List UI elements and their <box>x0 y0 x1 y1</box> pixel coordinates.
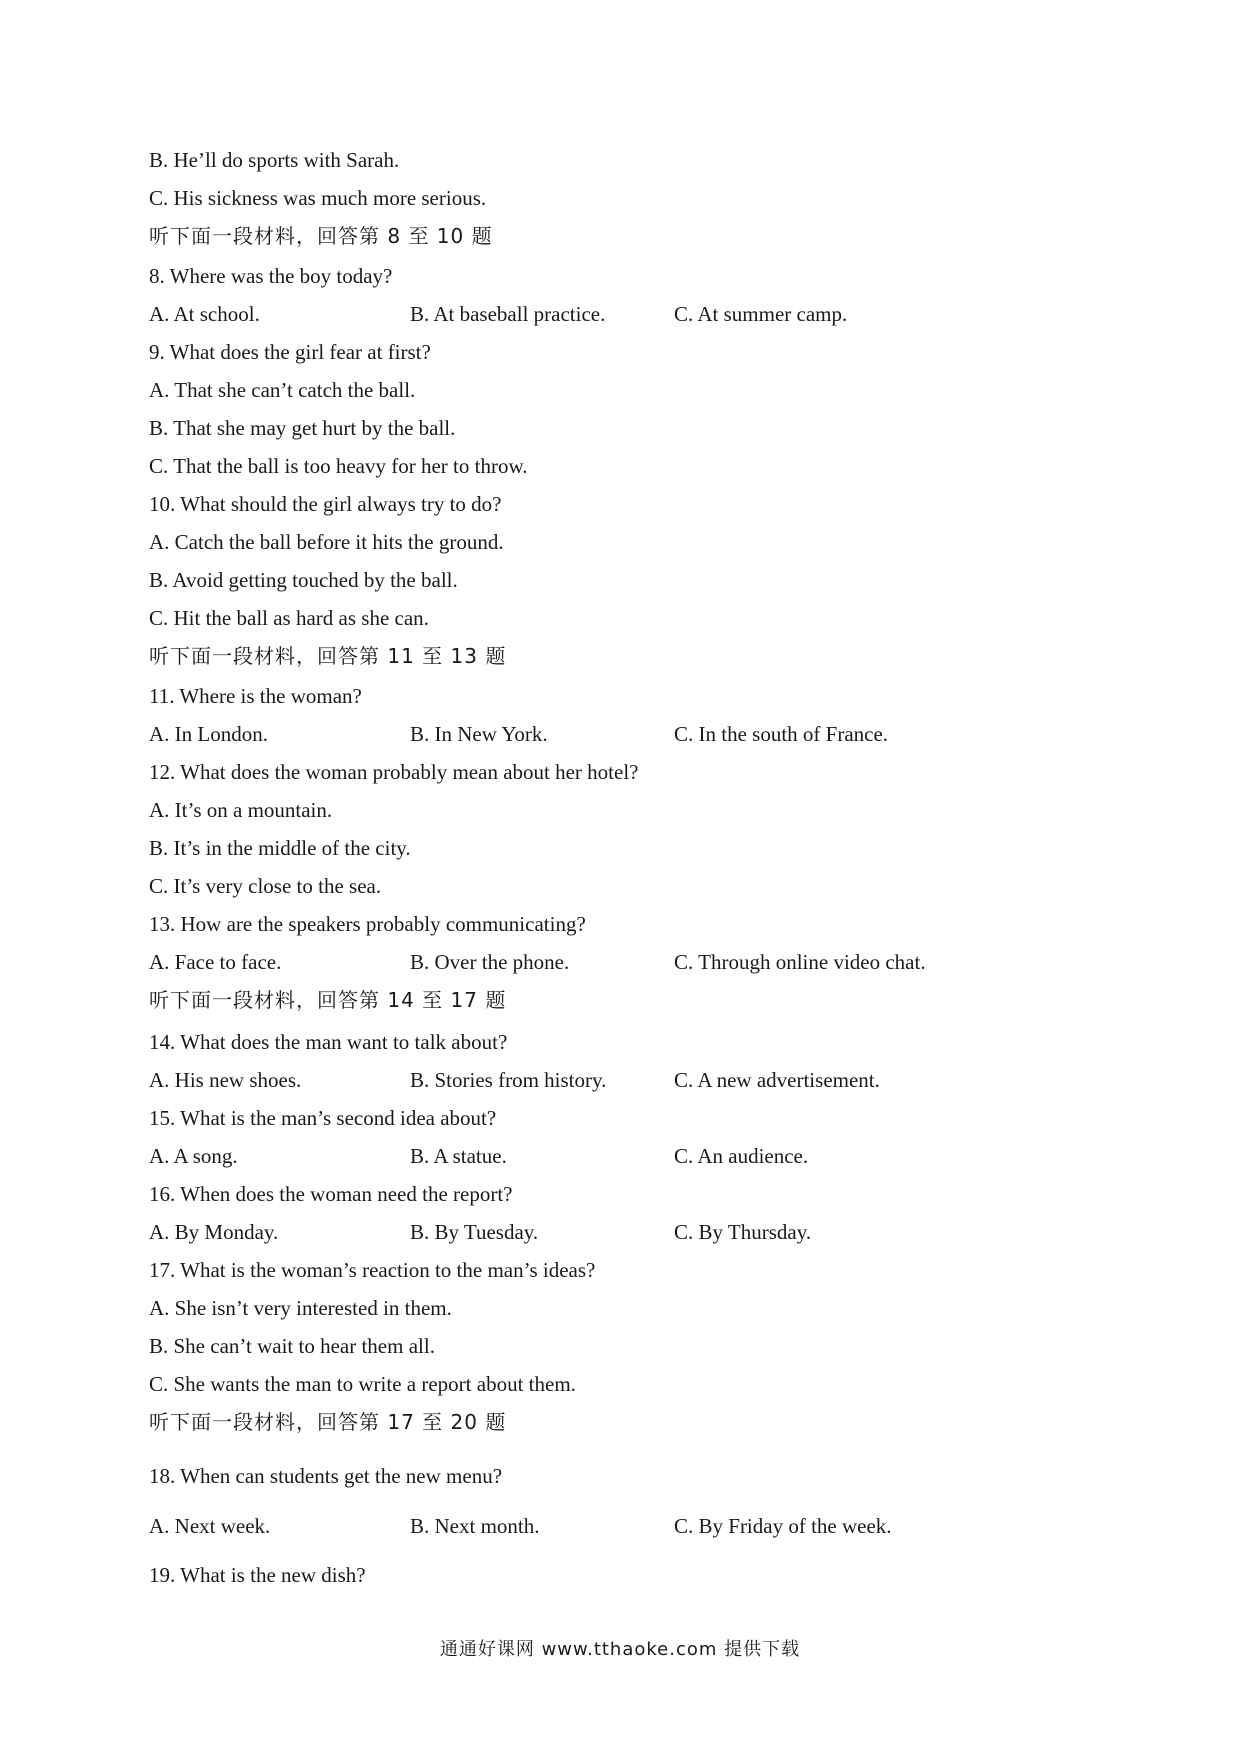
answer-option: C. At summer camp. <box>674 302 848 326</box>
answer-option: A. His new shoes. <box>149 1068 302 1092</box>
question: 9. What does the girl fear at first? <box>149 340 431 364</box>
section-instruction: 听下面一段材料，回答第 8 至 10 题 <box>149 224 493 248</box>
answer-option: A. Next week. <box>149 1514 271 1538</box>
answer-option: A. In London. <box>149 722 268 746</box>
answer-option: B. By Tuesday. <box>410 1220 539 1244</box>
section-instruction: 听下面一段材料，回答第 14 至 17 题 <box>149 988 507 1012</box>
question: 19. What is the new dish? <box>149 1563 366 1587</box>
answer-option: C. A new advertisement. <box>674 1068 880 1092</box>
answer-option: A. It’s on a mountain. <box>149 798 333 822</box>
answer-option: B. At baseball practice. <box>410 302 606 326</box>
answer-option: C. Hit the ball as hard as she can. <box>149 606 429 630</box>
answer-option: A. At school. <box>149 302 260 326</box>
answer-option: A. She isn’t very interested in them. <box>149 1296 452 1320</box>
answer-option: B. She can’t wait to hear them all. <box>149 1334 435 1358</box>
question: 8. Where was the boy today? <box>149 264 393 288</box>
answer-option: B. He’ll do sports with Sarah. <box>149 148 400 172</box>
section-instruction: 听下面一段材料，回答第 11 至 13 题 <box>149 644 507 668</box>
answer-option: C. In the south of France. <box>674 722 889 746</box>
answer-option: B. In New York. <box>410 722 548 746</box>
answer-option: A. A song. <box>149 1144 238 1168</box>
answer-option: B. Avoid getting touched by the ball. <box>149 568 458 592</box>
question: 11. Where is the woman? <box>149 684 362 708</box>
answer-option: A. By Monday. <box>149 1220 279 1244</box>
answer-option: B. Over the phone. <box>410 950 570 974</box>
answer-option: C. By Friday of the week. <box>674 1514 892 1538</box>
answer-option: C. It’s very close to the sea. <box>149 874 382 898</box>
answer-option: A. Catch the ball before it hits the ground. <box>149 530 504 554</box>
question: 14. What does the man want to talk about? <box>149 1030 508 1054</box>
answer-option: A. Face to face. <box>149 950 282 974</box>
answer-option: C. Through online video chat. <box>674 950 926 974</box>
section-instruction: 听下面一段材料，回答第 17 至 20 题 <box>149 1410 507 1434</box>
page-footer: 通通好课网 www.tthaoke.com 提供下载 <box>439 1639 801 1660</box>
answer-option: B. Stories from history. <box>410 1068 607 1092</box>
answer-option: A. That she can’t catch the ball. <box>149 378 416 402</box>
answer-option: C. She wants the man to write a report about them. <box>149 1372 576 1396</box>
answer-option: B. It’s in the middle of the city. <box>149 836 411 860</box>
answer-option: B. A statue. <box>410 1144 507 1168</box>
question: 13. How are the speakers probably communicating? <box>149 912 586 936</box>
answer-option: C. His sickness was much more serious. <box>149 186 487 210</box>
answer-option: C. That the ball is too heavy for her to throw. <box>149 454 528 478</box>
answer-option: C. By Thursday. <box>674 1220 812 1244</box>
question: 15. What is the man’s second idea about? <box>149 1106 497 1130</box>
question: 10. What should the girl always try to do? <box>149 492 502 516</box>
answer-option: B. That she may get hurt by the ball. <box>149 416 456 440</box>
question: 16. When does the woman need the report? <box>149 1182 513 1206</box>
question: 18. When can students get the new menu? <box>149 1464 503 1488</box>
answer-option: B. Next month. <box>410 1514 540 1538</box>
answer-option: C. An audience. <box>674 1144 809 1168</box>
question: 17. What is the woman’s reaction to the man’s ideas? <box>149 1258 596 1282</box>
question: 12. What does the woman probably mean about her hotel? <box>149 760 639 784</box>
